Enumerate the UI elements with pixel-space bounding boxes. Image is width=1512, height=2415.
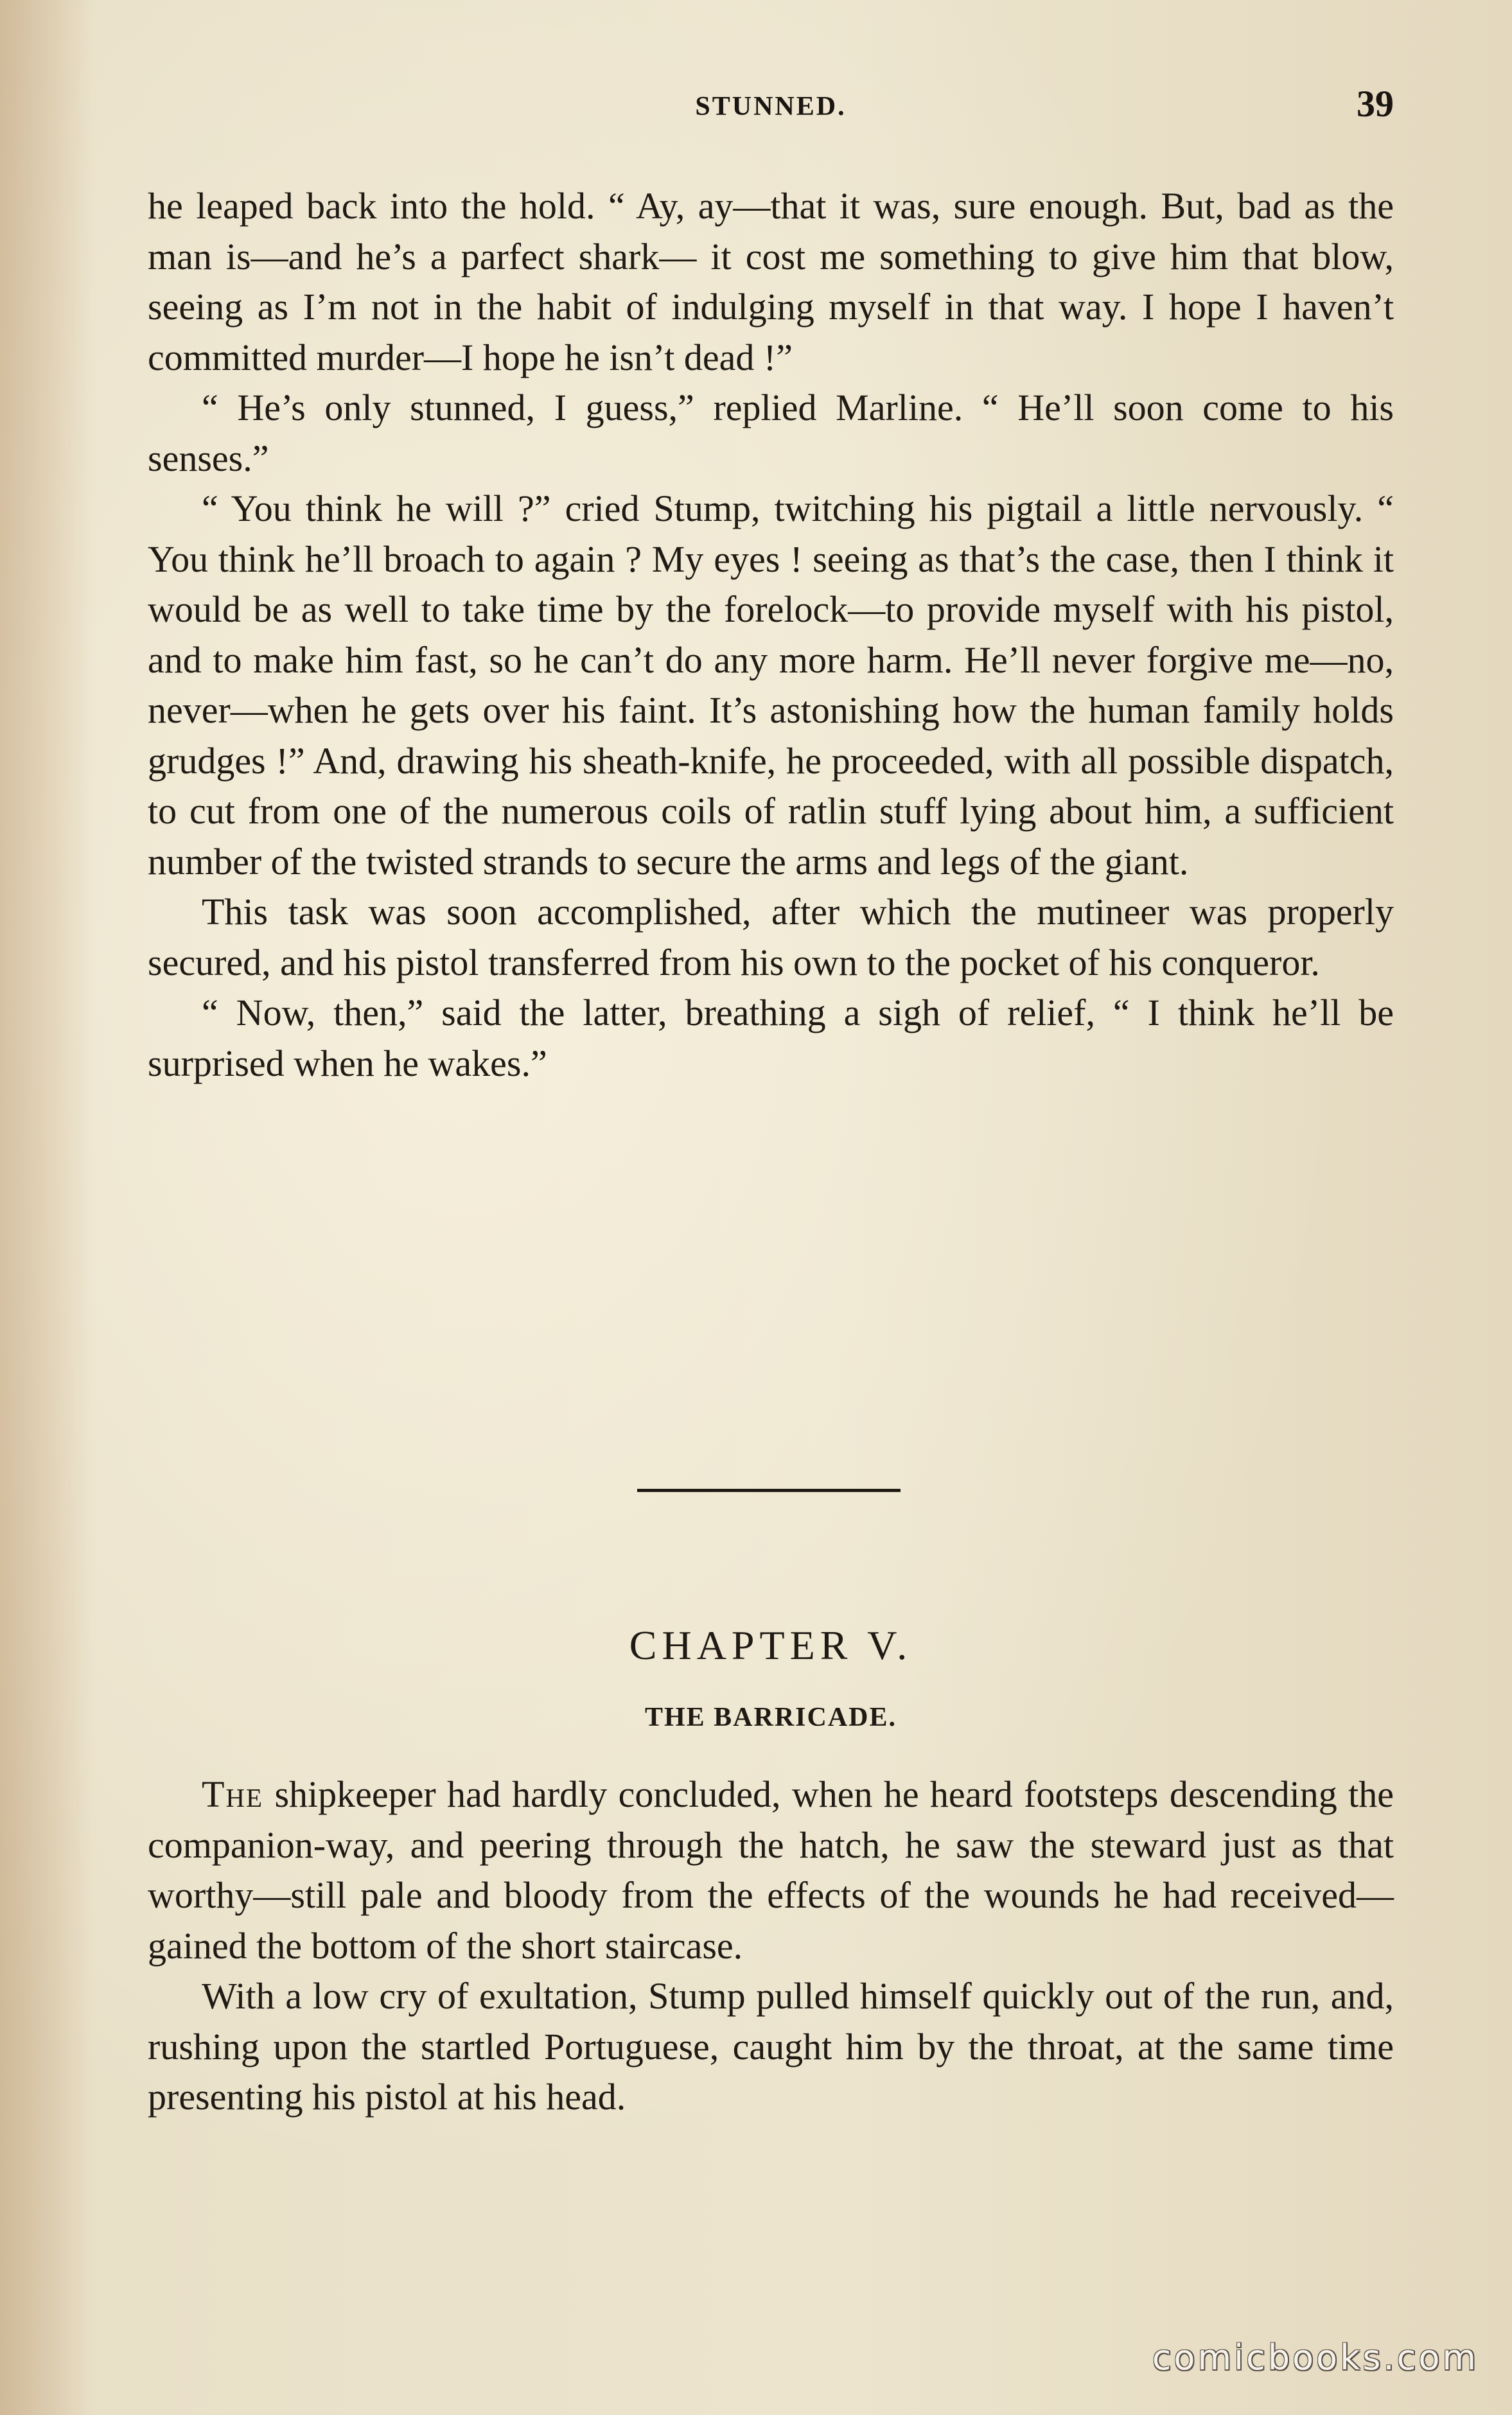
drop-word: The bbox=[202, 1773, 264, 1815]
paragraph-text: With a low cry of exultation, Stump pulled himself quickly out of the run, and, rushing upon the startled Portuguese, caught him by the throat, at the same time presenting his pistol at his head. bbox=[148, 1975, 1394, 2118]
running-title: STUNNED. bbox=[695, 92, 847, 121]
body-text-before-chapter bbox=[148, 181, 1394, 1089]
paragraph-text: shipkeeper had hardly concluded, when he heard footsteps descending the companion-way, and peering through the hatch, he saw the steward just as that worthy—still pale and bloody from the effects of the wounds he had received—gained the bottom of the short staircase. bbox=[148, 1773, 1394, 1967]
site-watermark: comicbooks.com bbox=[1152, 2337, 1479, 2378]
paragraph bbox=[148, 1971, 1394, 2123]
paragraph: “ You think he will ?” cried Stump, twitching his pigtail a little nervously. “ You think he’ll broach to again ? My eyes ! seeing as that’s the case, then I think it would be as well to take time by the forelock—to provide myself with his pistol, and to make him fast, so he can’t do any more harm. He’ll never forgive me—no, never—when he gets over his faint. It’s astonishing how the human family holds grudges !” And, drawing his sheath-knife, he proceeded, with all possible dispatch, to cut from one of the numerous coils of ratlin stuff lying about him, a sufficient number of the twisted strands to secure the arms and legs of the giant. bbox=[148, 487, 1394, 883]
page-number: 39 bbox=[1357, 83, 1394, 125]
section-divider-rule bbox=[637, 1489, 901, 1492]
chapter-title: THE BARRICADE. bbox=[644, 1703, 897, 1732]
paragraph: “ Now, then,” said the latter, breathing a sigh of relief, “ I think he’ll be surprised when he wakes.” bbox=[148, 992, 1394, 1084]
body-text-after-chapter bbox=[148, 1770, 1394, 2123]
page-edge-stain bbox=[0, 0, 96, 2415]
paragraph: This task was soon accomplished, after which the mutineer was properly secured, and his pistol transferred from his own to the pocket of his conqueror. bbox=[148, 891, 1394, 983]
chapter-heading: CHAPTER V. bbox=[629, 1622, 913, 1668]
running-header bbox=[148, 82, 1394, 134]
paragraph bbox=[148, 1770, 1394, 1971]
paragraph: he leaped back into the hold. “ Ay, ay—that it was, sure enough. But, bad as the man is—and he’s a parfect shark— it cost me something to give him that blow, seeing as I’m not in the habit of indulging myself in that way. I hope I haven’t committed murder—I hope he isn’t dead !” bbox=[148, 185, 1394, 378]
paragraph: “ He’s only stunned, I guess,” replied Marline. “ He’ll soon come to his senses.” bbox=[148, 387, 1394, 479]
